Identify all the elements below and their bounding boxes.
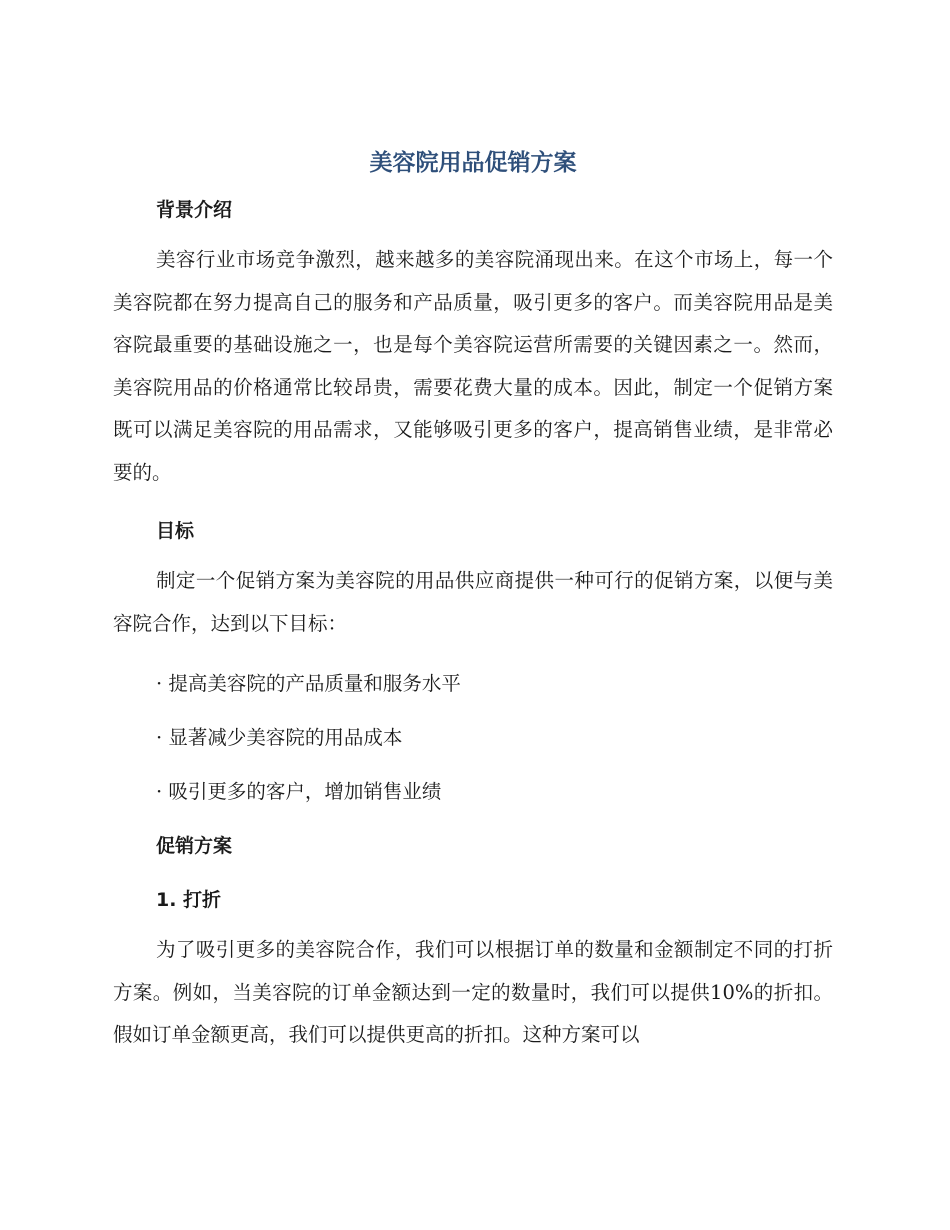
discount-paragraph: 为了吸引更多的美容院合作，我们可以根据订单的数量和金额制定不同的打折方案。例如，当美容院的订单金额达到一定的数量时，我们可以提供10%的折扣。假如订单金额更高，我们可以提供更高的折扣。这种方案可以 — [113, 938, 833, 1046]
goal-item: · 显著减少美容院的用品成本 — [156, 726, 403, 749]
section-heading-background: 背景介绍 — [156, 199, 233, 221]
background-paragraph: 美容行业市场竞争激烈，越来越多的美容院涌现出来。在这个市场上，每一个美容院都在努力提高自己的服务和产品质量，吸引更多的客户。而美容院用品是美容院最重要的基础设施之一，也是每个美容院运营所需要的关键因素之一。然而，美容院用品的价格通常比较昂贵，需要花费大量的成本。因此，制定一个促销方案既可以满足美容院的用品需求，又能够吸引更多的客户，提高销售业绩，是非常必要的。 — [113, 248, 833, 484]
section-heading-promotion: 促销方案 — [156, 835, 233, 857]
subsection-heading-discount: 1. 打折 — [156, 889, 222, 911]
goal-item: · 提高美容院的产品质量和服务水平 — [156, 672, 461, 695]
goal-item: · 吸引更多的客户，增加销售业绩 — [156, 780, 442, 803]
section-heading-goals: 目标 — [156, 520, 195, 542]
document-title: 美容院用品促销方案 — [369, 150, 577, 176]
goals-paragraph: 制定一个促销方案为美容院的用品供应商提供一种可行的促销方案，以便与美容院合作，达到以下目标： — [113, 569, 833, 635]
document-body — [113, 143, 833, 1057]
